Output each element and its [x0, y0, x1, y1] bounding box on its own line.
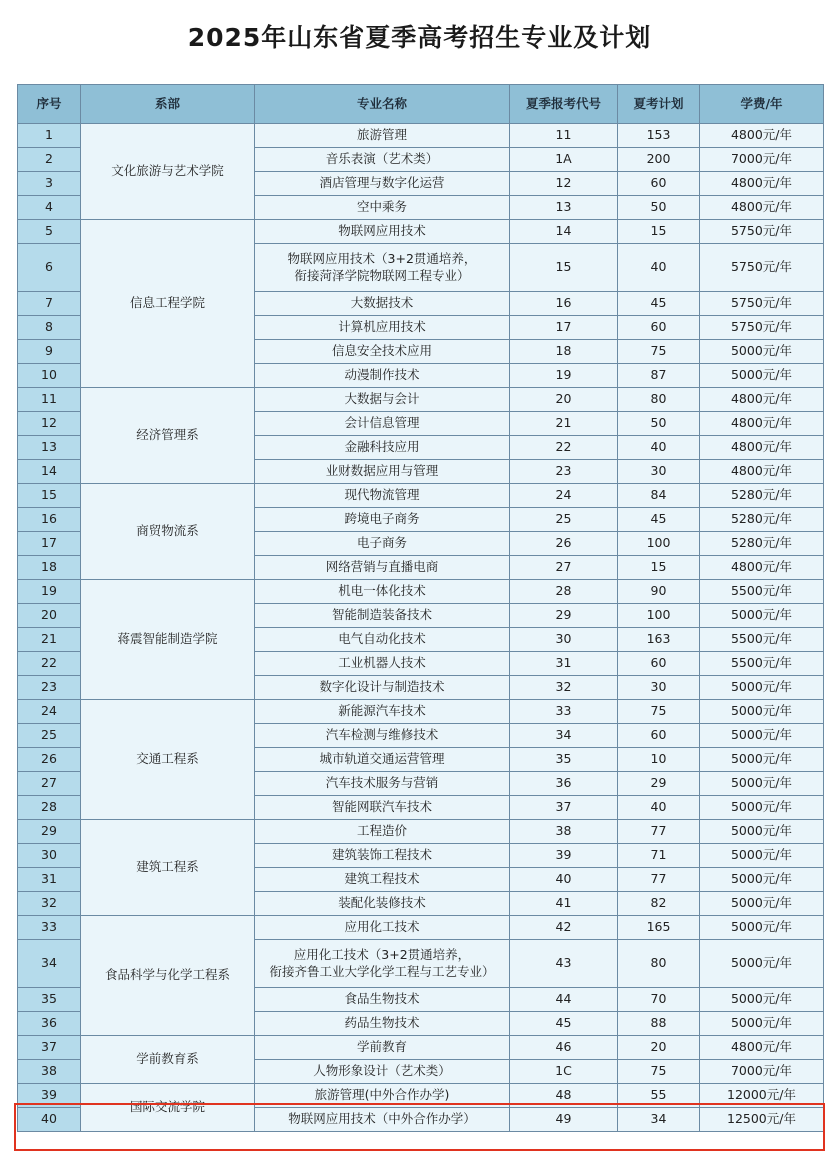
- row-seq: 36: [18, 1012, 81, 1036]
- plan-cell: 100: [618, 604, 700, 628]
- code-cell: 44: [510, 988, 618, 1012]
- major-cell: 计算机应用技术: [255, 316, 510, 340]
- fee-cell: 5750元/年: [700, 316, 824, 340]
- major-cell: [255, 940, 510, 988]
- row-seq: 29: [18, 820, 81, 844]
- row-seq: 37: [18, 1036, 81, 1060]
- major-cell: 数字化设计与制造技术: [255, 676, 510, 700]
- row-seq: 1: [18, 124, 81, 148]
- major-cell: 物联网应用技术（中外合作办学）: [255, 1108, 510, 1132]
- fee-cell: 5000元/年: [700, 364, 824, 388]
- code-cell: 37: [510, 796, 618, 820]
- fee-cell: 4800元/年: [700, 412, 824, 436]
- plan-cell: 60: [618, 724, 700, 748]
- major-cell: 建筑工程技术: [255, 868, 510, 892]
- major-cell: 食品生物技术: [255, 988, 510, 1012]
- code-cell: 25: [510, 508, 618, 532]
- fee-cell: 5000元/年: [700, 604, 824, 628]
- fee-cell: 5000元/年: [700, 868, 824, 892]
- major-line-2: 衔接菏泽学院物联网工程专业）: [294, 267, 470, 283]
- row-seq: 4: [18, 196, 81, 220]
- plan-cell: 87: [618, 364, 700, 388]
- table-row: [18, 1084, 824, 1108]
- fee-cell: 5000元/年: [700, 1012, 824, 1036]
- major-cell: 人物形象设计（艺术类）: [255, 1060, 510, 1084]
- major-cell: 电气自动化技术: [255, 628, 510, 652]
- department-cell: 信息工程学院: [81, 220, 255, 388]
- fee-cell: 5000元/年: [700, 748, 824, 772]
- major-cell: 大数据技术: [255, 292, 510, 316]
- major-cell: 电子商务: [255, 532, 510, 556]
- row-seq: 40: [18, 1108, 81, 1132]
- department-cell: 建筑工程系: [81, 820, 255, 916]
- row-seq: 8: [18, 316, 81, 340]
- row-seq: 20: [18, 604, 81, 628]
- plan-cell: 30: [618, 676, 700, 700]
- major-cell: 会计信息管理: [255, 412, 510, 436]
- fee-cell: 5500元/年: [700, 628, 824, 652]
- major-cell: 汽车检测与维修技术: [255, 724, 510, 748]
- row-seq: 5: [18, 220, 81, 244]
- code-cell: 24: [510, 484, 618, 508]
- major-cell: 应用化工技术: [255, 916, 510, 940]
- major-cell: 建筑装饰工程技术: [255, 844, 510, 868]
- row-seq: 31: [18, 868, 81, 892]
- major-cell: 业财数据应用与管理: [255, 460, 510, 484]
- code-cell: 20: [510, 388, 618, 412]
- plan-cell: 165: [618, 916, 700, 940]
- major-line-1: 物联网应用技术（3+2贯通培养，: [287, 251, 477, 267]
- major-cell: 物联网应用技术: [255, 220, 510, 244]
- major-cell: 信息安全技术应用: [255, 340, 510, 364]
- fee-cell: 5500元/年: [700, 652, 824, 676]
- major-cell: 机电一体化技术: [255, 580, 510, 604]
- plan-cell: 75: [618, 700, 700, 724]
- row-seq: 32: [18, 892, 81, 916]
- major-cell: 音乐表演（艺术类）: [255, 148, 510, 172]
- major-cell: 网络营销与直播电商: [255, 556, 510, 580]
- fee-cell: 5280元/年: [700, 532, 824, 556]
- fee-cell: 5750元/年: [700, 244, 824, 292]
- plan-cell: 71: [618, 844, 700, 868]
- fee-cell: 5000元/年: [700, 724, 824, 748]
- header-code: 夏季报考代号: [510, 85, 618, 124]
- major-cell: 城市轨道交通运营管理: [255, 748, 510, 772]
- code-cell: 12: [510, 172, 618, 196]
- table-row: [18, 580, 824, 604]
- fee-cell: 5000元/年: [700, 940, 824, 988]
- row-seq: 18: [18, 556, 81, 580]
- row-seq: 13: [18, 436, 81, 460]
- row-seq: 3: [18, 172, 81, 196]
- plan-cell: 77: [618, 820, 700, 844]
- row-seq: 25: [18, 724, 81, 748]
- fee-cell: 12000元/年: [700, 1084, 824, 1108]
- major-cell: 大数据与会计: [255, 388, 510, 412]
- code-cell: 49: [510, 1108, 618, 1132]
- table-row: [18, 916, 824, 940]
- plan-cell: 40: [618, 436, 700, 460]
- department-cell: 文化旅游与艺术学院: [81, 124, 255, 220]
- plan-cell: 50: [618, 196, 700, 220]
- plan-cell: 60: [618, 652, 700, 676]
- row-seq: 26: [18, 748, 81, 772]
- major-cell: [255, 244, 510, 292]
- code-cell: 26: [510, 532, 618, 556]
- major-line-1: 应用化工技术（3+2贯通培养，: [293, 947, 471, 963]
- code-cell: 42: [510, 916, 618, 940]
- plan-cell: 75: [618, 340, 700, 364]
- plan-cell: 15: [618, 556, 700, 580]
- plan-cell: 153: [618, 124, 700, 148]
- fee-cell: 7000元/年: [700, 1060, 824, 1084]
- fee-cell: 5000元/年: [700, 820, 824, 844]
- major-cell: 工程造价: [255, 820, 510, 844]
- code-cell: 18: [510, 340, 618, 364]
- major-cell: 智能网联汽车技术: [255, 796, 510, 820]
- fee-cell: 4800元/年: [700, 460, 824, 484]
- department-cell: 学前教育系: [81, 1036, 255, 1084]
- table-row: [18, 484, 824, 508]
- major-cell: 学前教育: [255, 1036, 510, 1060]
- row-seq: 17: [18, 532, 81, 556]
- plan-cell: 15: [618, 220, 700, 244]
- fee-cell: 5000元/年: [700, 916, 824, 940]
- plan-cell: 30: [618, 460, 700, 484]
- row-seq: 15: [18, 484, 81, 508]
- fee-cell: 5000元/年: [700, 676, 824, 700]
- header-major: 专业名称: [255, 85, 510, 124]
- plan-cell: 40: [618, 244, 700, 292]
- code-cell: 27: [510, 556, 618, 580]
- major-cell: 现代物流管理: [255, 484, 510, 508]
- row-seq: 24: [18, 700, 81, 724]
- fee-cell: 4800元/年: [700, 196, 824, 220]
- plan-cell: 10: [618, 748, 700, 772]
- row-seq: 9: [18, 340, 81, 364]
- plan-cell: 82: [618, 892, 700, 916]
- row-seq: 39: [18, 1084, 81, 1108]
- code-cell: 36: [510, 772, 618, 796]
- row-seq: 21: [18, 628, 81, 652]
- plan-cell: 75: [618, 1060, 700, 1084]
- table-row: [18, 124, 824, 148]
- fee-cell: 5000元/年: [700, 796, 824, 820]
- header-plan: 夏考计划: [618, 85, 700, 124]
- plan-cell: 45: [618, 292, 700, 316]
- row-seq: 6: [18, 244, 81, 292]
- code-cell: 43: [510, 940, 618, 988]
- major-cell: 新能源汽车技术: [255, 700, 510, 724]
- table-row: [18, 388, 824, 412]
- code-cell: 29: [510, 604, 618, 628]
- code-cell: 39: [510, 844, 618, 868]
- major-cell: 金融科技应用: [255, 436, 510, 460]
- header-fee: 学费/年: [700, 85, 824, 124]
- major-cell: 工业机器人技术: [255, 652, 510, 676]
- row-seq: 12: [18, 412, 81, 436]
- code-cell: 15: [510, 244, 618, 292]
- code-cell: 33: [510, 700, 618, 724]
- plan-cell: 84: [618, 484, 700, 508]
- major-cell: 跨境电子商务: [255, 508, 510, 532]
- department-cell: 交通工程系: [81, 700, 255, 820]
- plan-cell: 50: [618, 412, 700, 436]
- table-row: [18, 700, 824, 724]
- plan-cell: 40: [618, 796, 700, 820]
- row-seq: 33: [18, 916, 81, 940]
- row-seq: 35: [18, 988, 81, 1012]
- major-cell: 智能制造装备技术: [255, 604, 510, 628]
- plan-cell: 55: [618, 1084, 700, 1108]
- major-cell: 动漫制作技术: [255, 364, 510, 388]
- row-seq: 19: [18, 580, 81, 604]
- code-cell: 32: [510, 676, 618, 700]
- fee-cell: 4800元/年: [700, 1036, 824, 1060]
- fee-cell: 5750元/年: [700, 292, 824, 316]
- plan-cell: 88: [618, 1012, 700, 1036]
- plan-cell: 200: [618, 148, 700, 172]
- code-cell: 13: [510, 196, 618, 220]
- major-cell: 空中乘务: [255, 196, 510, 220]
- header-seq: 序号: [18, 85, 81, 124]
- table-body: [18, 124, 824, 1132]
- fee-cell: 5280元/年: [700, 484, 824, 508]
- major-cell: 酒店管理与数字化运营: [255, 172, 510, 196]
- department-cell: 食品科学与化学工程系: [81, 916, 255, 1036]
- code-cell: 30: [510, 628, 618, 652]
- code-cell: 38: [510, 820, 618, 844]
- department-cell: 国际交流学院: [81, 1084, 255, 1132]
- fee-cell: 5750元/年: [700, 220, 824, 244]
- code-cell: 14: [510, 220, 618, 244]
- row-seq: 10: [18, 364, 81, 388]
- page-title: 2025年山东省夏季高考招生专业及计划: [187, 23, 652, 52]
- code-cell: 19: [510, 364, 618, 388]
- row-seq: 22: [18, 652, 81, 676]
- code-cell: 41: [510, 892, 618, 916]
- code-cell: 40: [510, 868, 618, 892]
- plan-cell: 77: [618, 868, 700, 892]
- fee-cell: 5280元/年: [700, 508, 824, 532]
- row-seq: 27: [18, 772, 81, 796]
- fee-cell: 4800元/年: [700, 124, 824, 148]
- fee-cell: 4800元/年: [700, 172, 824, 196]
- fee-cell: 12500元/年: [700, 1108, 824, 1132]
- plan-cell: 20: [618, 1036, 700, 1060]
- department-cell: 经济管理系: [81, 388, 255, 484]
- major-cell: 旅游管理(中外合作办学): [255, 1084, 510, 1108]
- fee-cell: 5000元/年: [700, 772, 824, 796]
- major-cell: 药品生物技术: [255, 1012, 510, 1036]
- code-cell: 28: [510, 580, 618, 604]
- row-seq: 7: [18, 292, 81, 316]
- table-row: [18, 1036, 824, 1060]
- row-seq: 16: [18, 508, 81, 532]
- code-cell: 34: [510, 724, 618, 748]
- department-cell: 商贸物流系: [81, 484, 255, 580]
- fee-cell: 5000元/年: [700, 340, 824, 364]
- major-cell: 装配化装修技术: [255, 892, 510, 916]
- code-cell: 11: [510, 124, 618, 148]
- code-cell: 46: [510, 1036, 618, 1060]
- plan-cell: 163: [618, 628, 700, 652]
- row-seq: 14: [18, 460, 81, 484]
- table-header-row: [18, 85, 824, 124]
- row-seq: 2: [18, 148, 81, 172]
- row-seq: 28: [18, 796, 81, 820]
- fee-cell: 5000元/年: [700, 988, 824, 1012]
- plan-cell: 80: [618, 388, 700, 412]
- code-cell: 17: [510, 316, 618, 340]
- fee-cell: 5000元/年: [700, 700, 824, 724]
- row-seq: 34: [18, 940, 81, 988]
- code-cell: 48: [510, 1084, 618, 1108]
- plan-cell: 70: [618, 988, 700, 1012]
- fee-cell: 5000元/年: [700, 844, 824, 868]
- table-row: [18, 220, 824, 244]
- plan-cell: 29: [618, 772, 700, 796]
- code-cell: 31: [510, 652, 618, 676]
- code-cell: 16: [510, 292, 618, 316]
- major-cell: 汽车技术服务与营销: [255, 772, 510, 796]
- code-cell: 1A: [510, 148, 618, 172]
- row-seq: 30: [18, 844, 81, 868]
- code-cell: 23: [510, 460, 618, 484]
- fee-cell: 5000元/年: [700, 892, 824, 916]
- plan-cell: 45: [618, 508, 700, 532]
- header-dept: 系部: [81, 85, 255, 124]
- plan-cell: 90: [618, 580, 700, 604]
- major-line-2: 衔接齐鲁工业大学化学工程与工艺专业）: [269, 963, 495, 979]
- code-cell: 1C: [510, 1060, 618, 1084]
- row-seq: 23: [18, 676, 81, 700]
- code-cell: 22: [510, 436, 618, 460]
- fee-cell: 5500元/年: [700, 580, 824, 604]
- plan-cell: 80: [618, 940, 700, 988]
- plan-cell: 100: [618, 532, 700, 556]
- fee-cell: 7000元/年: [700, 148, 824, 172]
- fee-cell: 4800元/年: [700, 436, 824, 460]
- plan-cell: 34: [618, 1108, 700, 1132]
- fee-cell: 4800元/年: [700, 556, 824, 580]
- plan-cell: 60: [618, 316, 700, 340]
- code-cell: 21: [510, 412, 618, 436]
- code-cell: 45: [510, 1012, 618, 1036]
- plan-cell: 60: [618, 172, 700, 196]
- fee-cell: 4800元/年: [700, 388, 824, 412]
- row-seq: 11: [18, 388, 81, 412]
- department-cell: 蒋震智能制造学院: [81, 580, 255, 700]
- table-row: [18, 820, 824, 844]
- row-seq: 38: [18, 1060, 81, 1084]
- major-cell: 旅游管理: [255, 124, 510, 148]
- enrollment-table: [17, 84, 824, 1132]
- code-cell: 35: [510, 748, 618, 772]
